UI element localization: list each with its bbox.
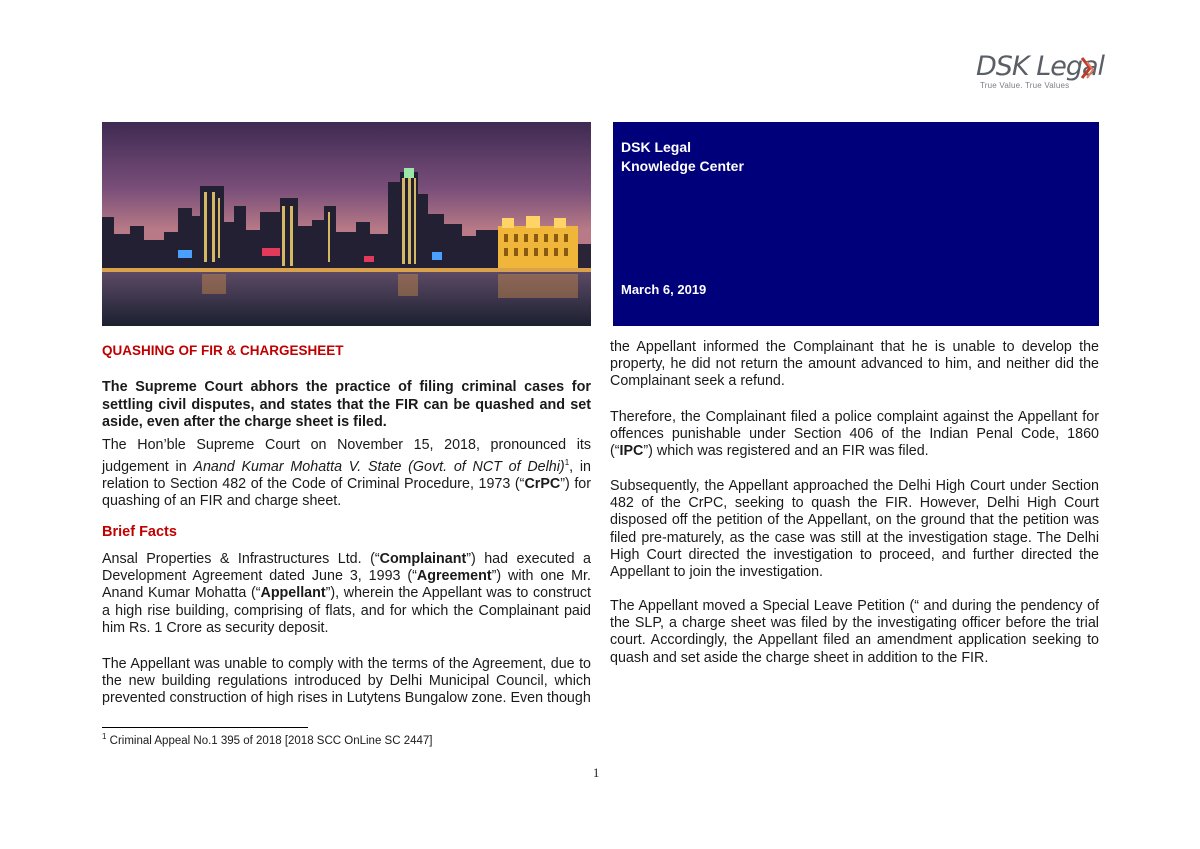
ipc-term: IPC xyxy=(619,443,644,460)
banner-knowledge-center: Knowledge Center xyxy=(621,158,744,174)
facts1-text-2: ”) had executed a Development Agreement dated June 3, 1993 (“ xyxy=(102,551,592,585)
intro-text-2: , in relation to Section 482 of the Code of Criminal Procedure, 1973 (“ xyxy=(102,458,591,493)
knowledge-center-banner xyxy=(613,122,1099,326)
col2-p2-text-2: ”) which was registered and an FIR was filed. xyxy=(643,443,929,460)
col2-paragraph-2 xyxy=(610,409,1099,461)
article-subheading xyxy=(102,379,591,432)
crpc-term: CrPC xyxy=(524,476,561,493)
case-name: Anand Kumar Mohatta V. State (Govt. of NCT of Delhi) xyxy=(193,458,565,475)
footnote-text: Criminal Appeal No.1 395 of 2018 [2018 SCC OnLine SC 2447] xyxy=(106,734,433,747)
appellant-term: Appellant xyxy=(260,585,326,602)
footnote xyxy=(102,732,433,747)
footnote-divider xyxy=(102,727,308,728)
article-title: QUASHING OF FIR & CHARGESHEET xyxy=(102,343,344,358)
facts1-text-3: ”) with one Mr. Anand Kumar Mohatta (“ xyxy=(102,568,591,602)
logo-chevron-icon xyxy=(1078,54,1098,84)
subheading-fir: FIR xyxy=(395,396,419,413)
col2-paragraph-4: The Appellant moved a Special Leave Petition (“ and during the pendency of the SLP, a charge sheet was filed by the investigating officer before the trial court. Accordingly, the Appellant filed an amendment application seeking to quash and set aside the charge sheet in addition to the FIR. xyxy=(610,598,1099,666)
agreement-term: Agreement xyxy=(416,568,492,585)
logo-brand-text: DSK Legal xyxy=(976,51,1105,82)
col2-paragraph-3: Subsequently, the Appellant approached the Delhi High Court under Section 482 of the CrPC, seeking to quash the FIR. However, Delhi High Court disposed off the petition of the Appellant, on the ground that the petition was filed pre-maturely, as the case was still at the investigation stage. The Delhi High Court directed the investigation to proceed, and further directed the Appellant to join the investigation. xyxy=(610,478,1099,581)
skyline-illustration xyxy=(102,122,591,326)
intro-paragraph xyxy=(102,437,591,511)
col2-paragraph-1: the Appellant informed the Complainant that he is unable to develop the property, he did not return the amount advanced to him, and neither did the Complainant seek a refund. xyxy=(610,339,1099,390)
logo-tagline: True Value. True Values xyxy=(980,81,1070,90)
intro-text-3: ”) for quashing of an FIR and charge sheet. xyxy=(102,476,592,510)
city-skyline-photo xyxy=(102,122,591,326)
banner-firm-name: DSK Legal xyxy=(621,139,692,155)
footnote-number: 1 xyxy=(102,732,107,741)
footnote-ref: 1 xyxy=(564,458,570,468)
publication-date: March 6, 2019 xyxy=(621,282,707,297)
complainant-term: Complainant xyxy=(379,551,467,567)
intro-text-1: The Hon’ble Supreme Court on November 15, 2018, pronounced its judgement in xyxy=(102,437,591,475)
subheading-part-3: can be quashed and set aside, even after the charge sheet is filed. xyxy=(102,396,591,431)
page-number: 1 xyxy=(593,766,600,780)
brief-facts-heading: Brief Facts xyxy=(102,524,177,540)
facts1-text-1: Ansal Properties & Infrastructures Ltd. (“ xyxy=(102,551,380,567)
facts-paragraph-1 xyxy=(102,551,591,637)
col2-p2-text-1: Therefore, the Complainant filed a police complaint against the Appellant for offences punishable under Section 406 of the Indian Penal Code, 1860 (“ xyxy=(610,409,1099,460)
facts-paragraph-2: The Appellant was unable to comply with the terms of the Agreement, due to the new building regulations introduced by Delhi Municipal Council, which prevented construction of high rises in Lutytens Bungalow zone. Even though xyxy=(102,656,591,707)
dsk-legal-logo xyxy=(976,52,1106,96)
subheading-part-1: The Supreme Court abhors the practice of filing criminal cases for settling civil disputes, and states that the xyxy=(102,379,591,413)
facts1-text-4: ”), wherein the Appellant was to construct a high rise building, comprising of flats, and for which the Complainant paid him Rs. 1 Crore as security deposit. xyxy=(102,585,591,636)
